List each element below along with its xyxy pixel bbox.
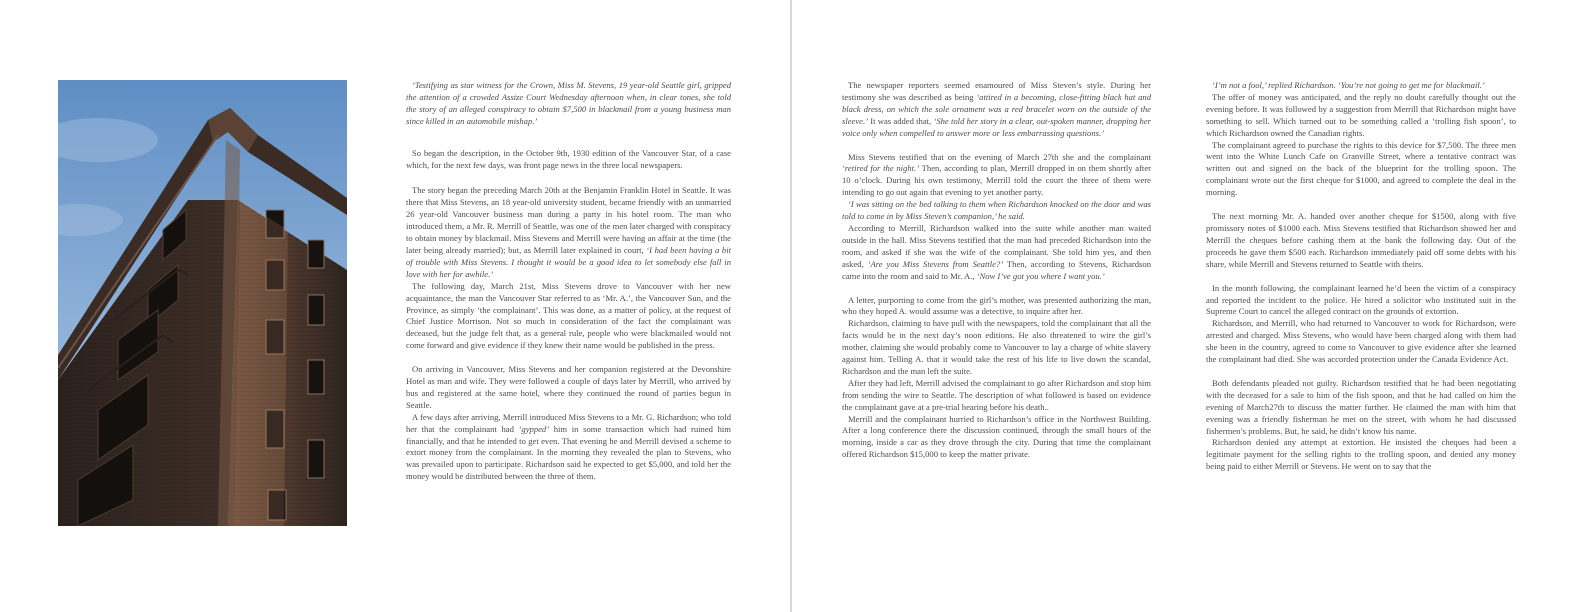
paragraph: In the month following, the complainant learned he’d been the victim of a conspiracy and reported the incident to the police. He hired a solicitor who instituted suit in the Supreme Court to cancel the alleged contract on the grounds of extortion. [1206, 282, 1516, 317]
right-page [792, 0, 1584, 612]
paragraph: Merrill and the complainant hurried to Richardson’s office in the Northwest Building. After a long conference there the discussion continued, through the small hours of the morning, inside a car as they drove through the city. During that time the complainant offered Richardson $15,000 to keep the matter private. [842, 413, 1151, 460]
paragraph: ‘I was sitting on the bed talking to them when Richardson knocked on the door and was told to come in by Miss Steven’s companion,’ he said. [842, 199, 1151, 222]
paragraph: According to Merrill, Richardson walked into the suite while another man waited outside in the hall. Miss Stevens testified that the man had preceded Richardson into the room, and asked if she was the wife of the complainant. She told him yes, and then asked, ‘Are you Miss Stevens from Seattle?’ Then, according to Stevens, Richardson came into the room and said to Mr. A., ‘Now I’ve got you where I want you.’ [842, 222, 1151, 281]
building-photo [58, 80, 347, 526]
paragraph: Miss Stevens testified that on the evening of March 27th she and the complainant ‘retired for the night.’ Then, according to plan, Merrill dropped in on them shortly after 10 o’clock. During his own testimony, Merrill told the court the three of them were intending to go out again that evening to yet another party. [842, 151, 1151, 198]
paragraph: So began the description, in the October 9th, 1930 edition of the Vancouver Star, of a case which, for the next few days, was front page news in the three local newspapers. [406, 147, 731, 170]
paragraph: Richardson denied any attempt at extortion. He insisted the cheques had been a legitimate payment for the selling rights to the trolling spoon, and denied any money being paid to either Merrill or Stevens. He went on to say that the [1206, 437, 1516, 472]
paragraph: Both defendants pleaded not guilty. Richardson testified that he had been negotiating with the deceased for a sale to him of the fish spoon, and that he had called on him the evening of March27th to discuss the matter further. He claimed the man with him that evening was a friendly fisherman he met on the street, with whom he had discussed fishermen’s problems. But, he said, he didn’t know his name. [1206, 377, 1516, 436]
paragraph: A letter, purporting to come from the girl’s mother, was presented authorizing the man, who they hoped A. would assume was a detective, to inquire after her. [842, 294, 1151, 317]
paragraph: The following day, March 21st, Miss Stevens drove to Vancouver with her new acquaintance, the man the Vancouver Star referred to as ‘Mr. A.’, the Vancouver Sun, and the Province, as simply ‘the complainant’. This was done, as a matter of policy, at the request of Chief Justice Morrison. Not so much in consideration of the fact the complainant was deceased, but the judge felt that, as a general rule, people who were blackmailed would not come forward and give evidence if they knew their name would be published in the press. [406, 280, 731, 351]
paragraph: After they had left, Merrill advised the complainant to go after Richardson and stop him from sending the wire to Seattle. The description of what followed is based on evidence the complainant gave at a pre-trial hearing before his death.. [842, 377, 1151, 412]
text-column-1 [406, 80, 731, 483]
paragraph: A few days after arriving, Merrill introduced Miss Stevens to a Mr. G. Richardson; who told her that the complainant had ‘gypped’ him in some transaction which had ruined him financially, and that he intended to get even. That evening he and Merrill devised a scheme to extort money from the complainant. In the morning they revealed the plan to Stevens, who was prevailed upon to participate. Richardson said he expected to get $5,000, and told her the money would be distributed between the three of them. [406, 411, 731, 482]
text-column-2 [842, 80, 1151, 461]
intro-quote: ‘Testifying as star witness for the Crown, Miss M. Stevens, 19 year-old Seattle girl, gripped the attention of a crowded Assize Court Wednesday afternoon when, in clear tones, she told the story of an alleged conspiracy to obtain $7,500 in blackmail from a young business man since killed in an automobile mishap.’ [406, 80, 731, 126]
paragraph: Richardson, claiming to have pull with the newspapers, told the complainant that all the facts would be in the next day’s noon editions. He also threatened to wire the girl’s mother, claiming she would probably come to Vancouver to lay a charge of white slavery against him. Telling A. that it would take the rest of his life to live down the scandal, Richardson and the man left the suite. [842, 318, 1151, 376]
paragraph: The next morning Mr. A. handed over another cheque for $1500, along with five promissory notes of $1000 each. Miss Stevens testified that Richardson showed her and Merrill the cheques before cashing them at the bank the following day. Out of the proceeds he gave them $500 each. Richardson immediately paid off some debts with his share, while Merrill and Stevens returned to Seattle with theirs. [1206, 211, 1516, 269]
text-column-3 [1206, 80, 1516, 473]
paragraph: ‘I’m not a fool,’ replied Richardson. ‘You’re not going to get me for blackmail.’ [1212, 80, 1485, 90]
paragraph: The newspaper reporters seemed enamoured of Miss Steven’s style. During her testimony she was described as being ‘attired in a becoming, close-fitting black hat and black dress, on which the sole ornament was a red bracelet worn on the outside of the sleeve.’ It was added that, ‘She told her story in a clear, out-spoken manner, dropping her voice only when compelled to answer more or less embarrassing questions.’ [842, 80, 1151, 138]
left-page [0, 0, 791, 612]
paragraph: The offer of money was anticipated, and the reply no doubt carefully thought out the evening before. It was followed by a suggestion from Merrill that Richardson might have something to sell. Which turned out to be something called a ‘trolling fish spoon’, to which Richardson owned the Canadian rights. [1206, 91, 1516, 138]
paragraph: Richardson, and Merrill, who had returned to Vancouver to work for Richardson, were arrested and charged. Miss Stevens, who would have been charged along with them had she been in the country, agreed to come to Vancouver to give evidence after she learned the complainant had died. She was accorded protection under the Canada Evidence Act. [1206, 318, 1516, 365]
paragraph: The complainant agreed to purchase the rights to this device for $7,500. The three men went into the White Lunch Cafe on Granville Street, where a tentative contract was written out and signed on the back of the blueprint for the trolling spoon. The complainant wrote out the first cheque for $1000, and agreed to complete the deal in the morning. [1206, 139, 1516, 198]
paragraph: On arriving in Vancouver, Miss Stevens and her companion registered at the Devonshire Hotel as man and wife. They were followed a couple of days later by Merrill, who arrived by bus and registered at the same hotel, where they continued the round of parties begun in Seattle. [406, 364, 731, 410]
paragraph: The story began the preceding March 20th at the Benjamin Franklin Hotel in Seattle. It was there that Miss Stevens, an 18 year-old university student, became friendly with an unmarried 26 year-old Vancouver business man during a party in his hotel room. The man who introduced them, a Mr. R. Merrill of Seattle, was one of the men later charged with conspiracy to obtain money by blackmail. Miss Stevens and Merrill were having an affair at the time (the later being already married); but, as Merrill later explained in court, ‘I had been having a bit of trouble with Miss Stevens. I thought it would be a good idea to let somebody else fall in love with her for awhile.’ [406, 185, 731, 279]
